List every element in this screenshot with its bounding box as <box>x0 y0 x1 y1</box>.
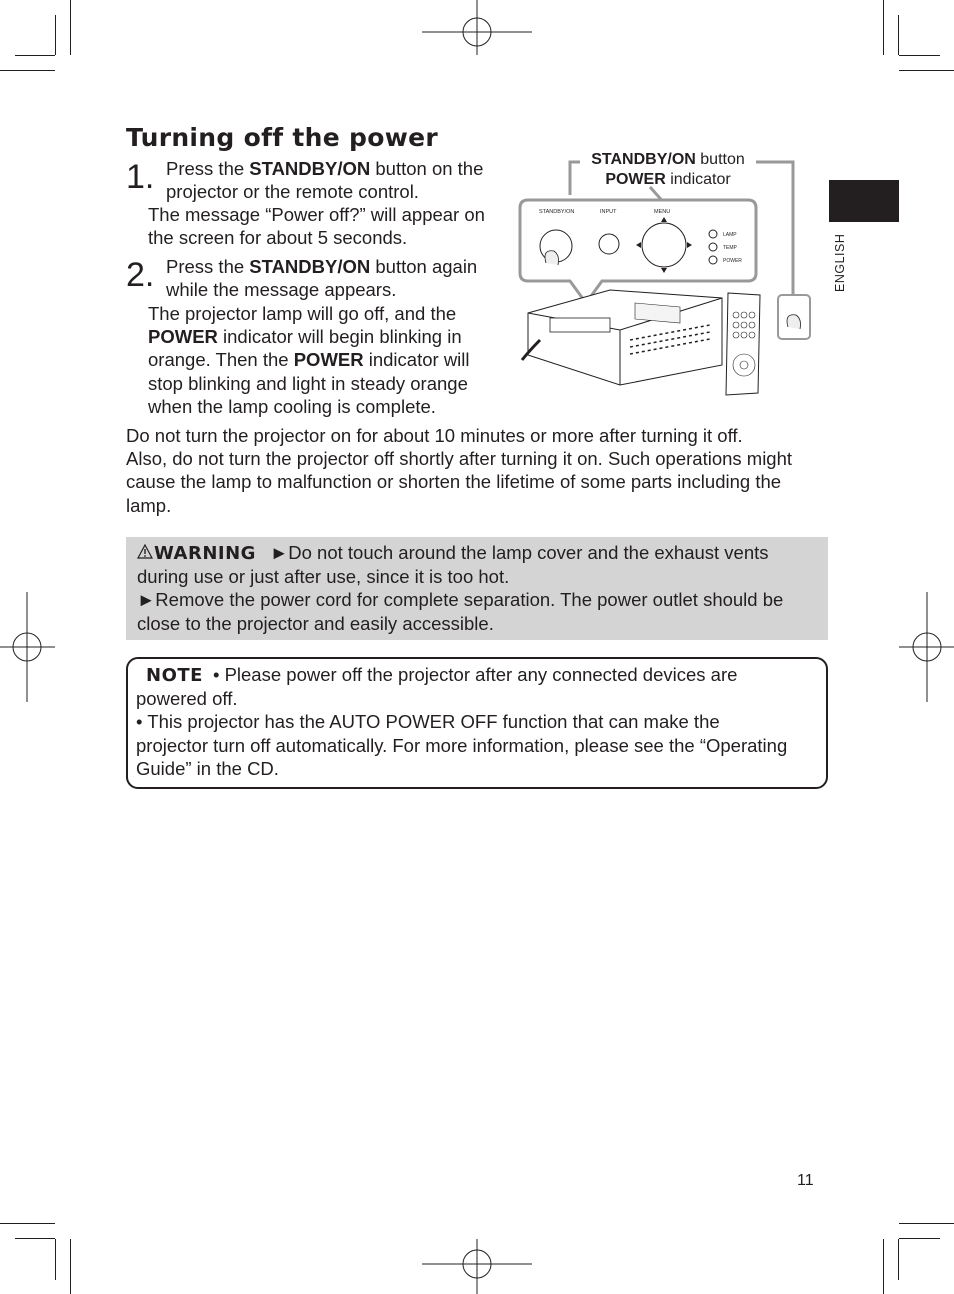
warning-heading: WARNING <box>154 543 256 564</box>
section-title: Turning off the power <box>126 123 438 152</box>
figure-callout: STANDBY/ON button POWER indicator <box>591 151 745 188</box>
step-detail: The message “Power off?” will appear on the screen for about 5 seconds. <box>148 204 485 249</box>
panel-label-input: INPUT <box>600 209 617 215</box>
panel-label-lamp: LAMP <box>723 232 737 238</box>
step-number: 2. <box>126 256 155 294</box>
projector-illustration <box>510 155 820 400</box>
caution-paragraph: Do not turn the projector on for about 10 minutes or more after turning it off. Also, do not turn the projector off shortly after turning it on. Such operations might cause the lamp to malfunction or shorten the lifetime of some parts including the lamp. <box>126 425 793 516</box>
step-instruction: Press the STANDBY/ON button again while the message appears. <box>166 256 478 301</box>
step-number: 1. <box>126 158 155 196</box>
panel-label-menu: MENU <box>654 209 671 215</box>
page-number: 11 <box>797 1172 814 1189</box>
panel-label-power: POWER <box>723 258 742 264</box>
note-text: NOTE • Please power off the projector after any connected devices are powered off. • This projector has the AUTO POWER OFF function that can make the projector turn off automatically. For more information, please see the “Operating Guide” in the CD. <box>136 664 788 779</box>
step-instruction: Press the STANDBY/ON button on the projector or the remote control. <box>166 158 484 203</box>
panel-label-temp: TEMP <box>723 245 737 251</box>
language-tab <box>829 180 899 222</box>
language-tab-label: ENGLISH <box>833 233 847 292</box>
step-detail: The projector lamp will go off, and the POWER indicator will begin blinking in orange. Then the POWER indicator will stop blinking and light in steady orange when the lamp cooling is complete. <box>148 303 470 417</box>
note-heading: NOTE <box>146 665 203 686</box>
warning-text: WARNING ►Do not touch around the lamp cover and the exhaust vents during use or just after use, since it is too hot. ►Remove the power cord for complete separation. The power outlet should be close to the projector and easily accessible. <box>137 542 784 634</box>
panel-label-standby: STANDBY/ON <box>539 209 575 215</box>
